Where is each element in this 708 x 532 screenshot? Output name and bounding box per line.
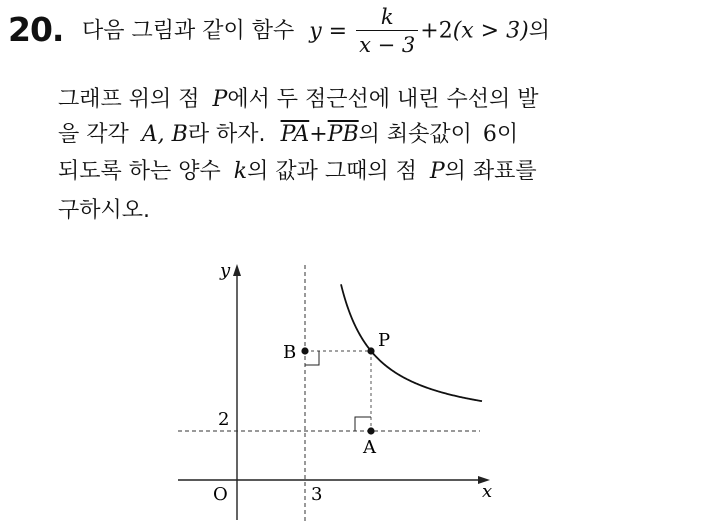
label-b: B — [283, 342, 297, 363]
function-domain: (x > 3) — [452, 18, 529, 44]
fraction-numerator: k — [356, 4, 418, 31]
label-a: A — [363, 437, 376, 458]
segment-pb: $\overline{PB}$ — [327, 122, 359, 147]
function-constant: +2 — [420, 18, 453, 44]
point-p-label: P — [212, 87, 228, 112]
point-b-label: B — [171, 122, 188, 147]
line3-post: 의 최솟값이 — [358, 122, 472, 147]
problem-number: 20. — [8, 10, 64, 49]
y-axis-arrow — [233, 264, 241, 276]
line3-mid: 라 하자. — [187, 122, 266, 147]
line2-text: 그래프 위의 점 — [58, 87, 200, 112]
line3-end: 이 — [496, 122, 519, 147]
y-tick-2: 2 — [218, 409, 230, 430]
line3-text: 을 각각 — [58, 122, 129, 147]
function-lhs: y = — [309, 18, 348, 44]
fraction-denominator: x − 3 — [359, 33, 416, 57]
hyperbola-curve — [341, 284, 482, 401]
minimum-value: 6 — [482, 122, 497, 147]
line1-tail: 의 — [528, 18, 550, 44]
point-p-label-2: P — [429, 159, 445, 184]
point-p — [367, 347, 374, 354]
point-a-label: A, — [141, 122, 165, 147]
line4-mid: 의 값과 그때의 점 — [247, 159, 417, 184]
plus-sign: + — [309, 122, 328, 147]
point-a — [367, 427, 374, 434]
segment-pa: $\overline{PA}$ — [280, 122, 310, 147]
line4-text: 되도록 하는 양수 — [58, 159, 221, 184]
label-p: P — [378, 330, 391, 351]
y-axis-label: y — [220, 260, 231, 281]
line1-text: 다음 그림과 같이 함수 — [82, 18, 295, 44]
x-axis-label: x — [482, 481, 493, 502]
line5-text: 구하시오. — [58, 198, 151, 223]
variable-k: k — [233, 159, 248, 184]
point-b — [301, 347, 308, 354]
line4-post: 의 좌표를 — [444, 159, 537, 184]
line2-tail: 에서 두 점근선에 내린 수선의 발 — [227, 87, 539, 112]
x-tick-3: 3 — [311, 484, 323, 505]
origin-label: O — [213, 484, 228, 505]
